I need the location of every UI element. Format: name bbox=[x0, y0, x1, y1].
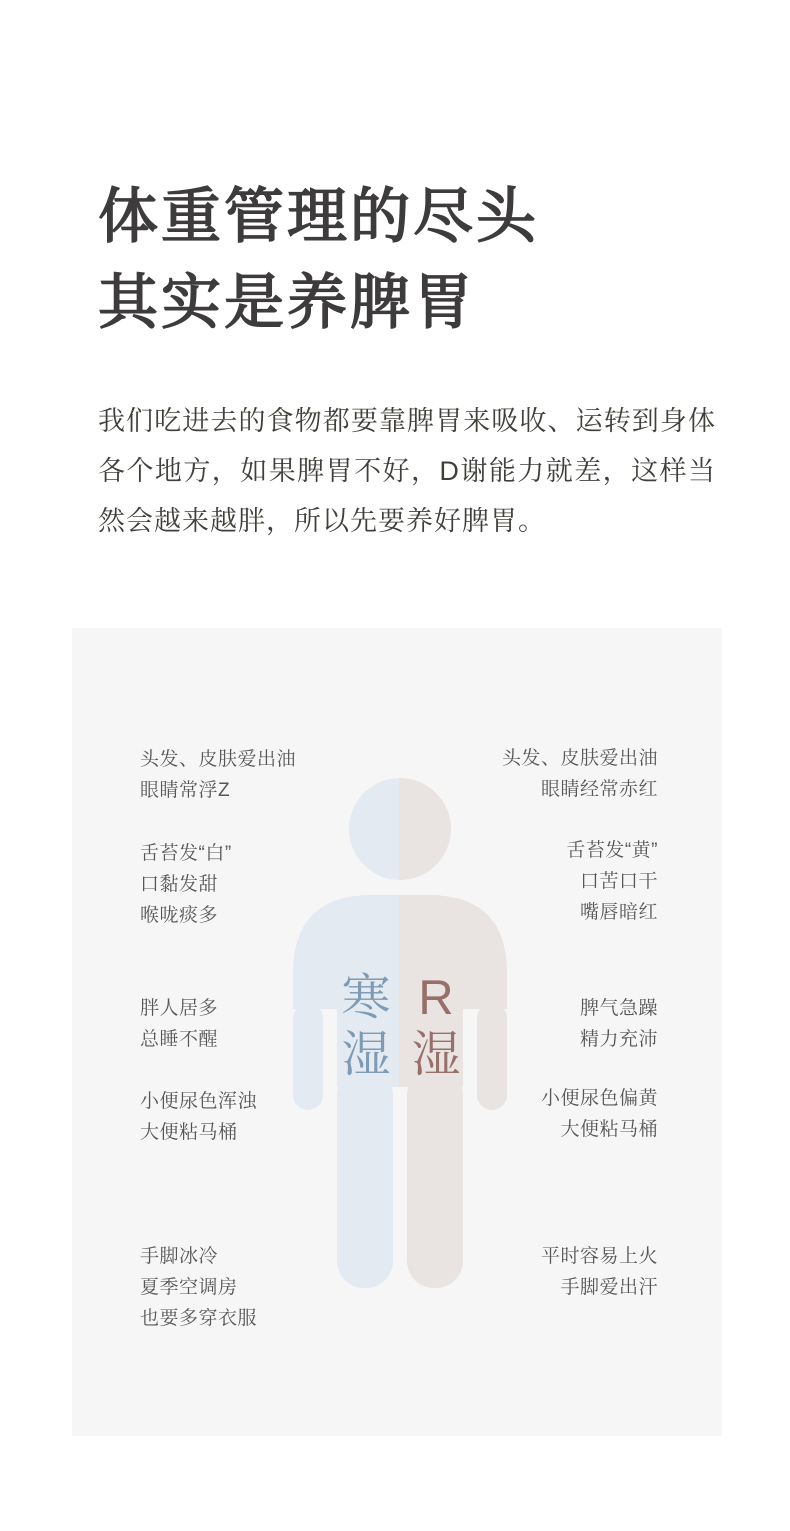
symptom-line: 舌苔发“白” bbox=[140, 843, 232, 864]
symptom-line: 小便尿色浑浊 bbox=[140, 1091, 258, 1112]
symptom-line: 舌苔发“黄” bbox=[566, 840, 658, 861]
page-title-line-1: 体重管理的尽头 bbox=[98, 183, 539, 250]
symptom-line: 小便尿色偏黄 bbox=[540, 1088, 658, 1109]
symptom-line: 大便粘马桶 bbox=[140, 1122, 238, 1143]
symptom-line: 平时容易上火 bbox=[540, 1246, 658, 1267]
symptom-line: 也要多穿衣服 bbox=[140, 1308, 258, 1329]
page-title-line-2: 其实是养脾胃 bbox=[98, 269, 476, 336]
symptom-line: 嘴唇暗红 bbox=[579, 902, 658, 923]
symptom-comparison-card bbox=[72, 628, 722, 1436]
symptom-line: 头发、皮肤爱出油 bbox=[140, 749, 297, 770]
symptom-group-cold-1 bbox=[140, 744, 296, 806]
symptom-line: 夏季空调房 bbox=[140, 1277, 238, 1298]
symptom-line: 大便粘马桶 bbox=[560, 1119, 658, 1140]
body-figure-svg bbox=[292, 778, 508, 1298]
symptom-line: 手脚爱出汗 bbox=[560, 1277, 658, 1298]
figure-heat-half bbox=[293, 778, 507, 1288]
intro-paragraph: 我们吃进去的食物都要靠脾胃来吸收、运转到身体各个地方，如果脾胃不好，D谢能力就差，这样当然会越来越胖，所以先要养好脾胃。 bbox=[98, 406, 716, 536]
symptom-group-heat-2 bbox=[566, 835, 658, 928]
symptom-line: 口黏发甜 bbox=[140, 874, 219, 895]
symptom-line: 眼睛经常赤红 bbox=[540, 779, 658, 800]
symptom-line: 眼睛常浮Z bbox=[140, 780, 231, 801]
cold-damp-label: 寒湿 bbox=[341, 971, 391, 1082]
symptom-line: 喉咙痰多 bbox=[140, 905, 219, 926]
symptom-group-heat-1 bbox=[502, 743, 658, 805]
symptom-line: 头发、皮肤爱出油 bbox=[501, 748, 658, 769]
symptom-group-heat-4 bbox=[541, 1083, 658, 1145]
symptom-line: 口苦口干 bbox=[579, 871, 658, 892]
symptom-line: 胖人居多 bbox=[140, 998, 219, 1019]
page-title bbox=[98, 174, 539, 346]
heat-damp-label: R湿 bbox=[411, 971, 461, 1082]
symptom-group-cold-5 bbox=[140, 1241, 257, 1334]
symptom-group-cold-4 bbox=[140, 1086, 257, 1148]
symptom-group-heat-3 bbox=[580, 993, 658, 1055]
symptom-group-cold-3 bbox=[140, 993, 218, 1055]
symptom-line: 总睡不醒 bbox=[140, 1029, 219, 1050]
symptom-line: 手脚冰冷 bbox=[140, 1246, 219, 1267]
symptom-group-cold-2 bbox=[140, 838, 232, 931]
symptom-line: 脾气急躁 bbox=[579, 998, 658, 1019]
symptom-group-heat-5 bbox=[541, 1241, 658, 1303]
split-body-figure bbox=[292, 778, 508, 1298]
symptom-line: 精力充沛 bbox=[579, 1029, 658, 1050]
